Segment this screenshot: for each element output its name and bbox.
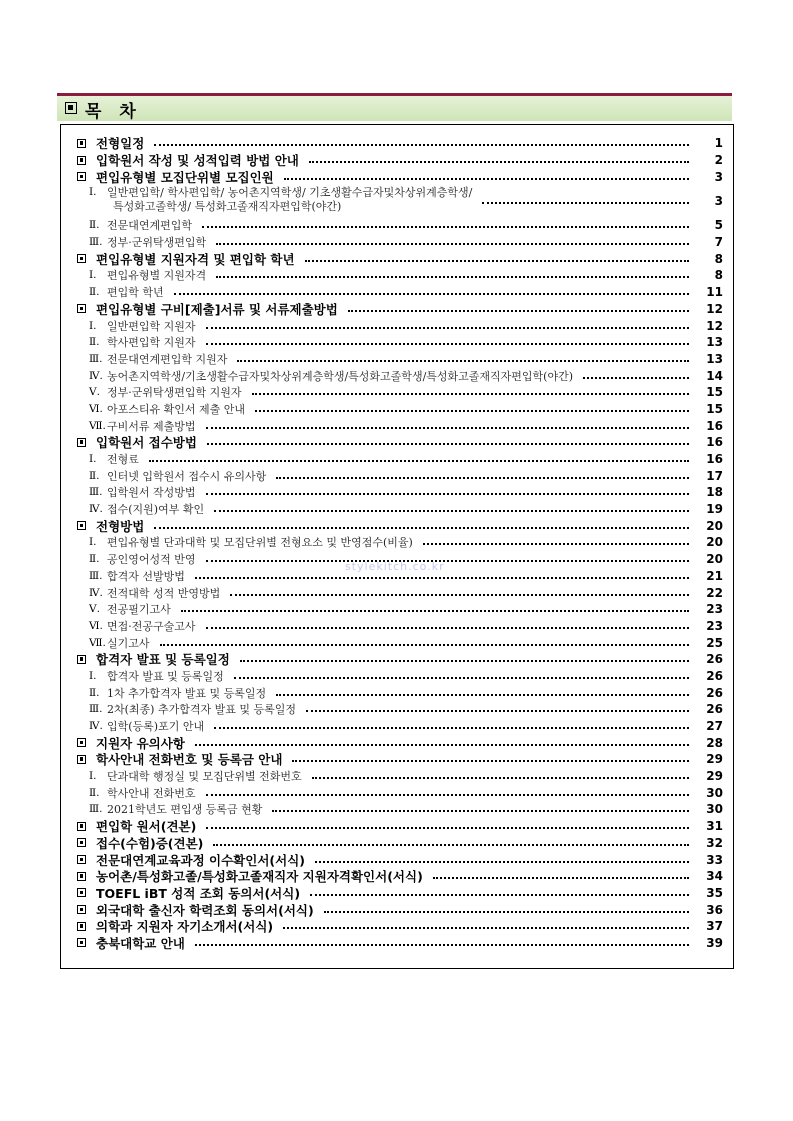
toc-entry-label: 편입학 원서(견본) [96,819,197,835]
toc-page-number: 30 [706,802,723,817]
toc-page-number: 14 [706,368,723,383]
toc-page-number: 13 [706,335,723,350]
dot-leader [306,710,689,712]
toc-entry-label: 외국대학 출신자 학력조회 동의서(서식) [96,902,314,918]
toc-entry-label: 편입유형별 모집단위별 모집인원 [96,169,274,185]
toc-page-number: 15 [706,385,723,400]
toc-entry-number: Ⅴ. [89,386,100,399]
toc-entry-label: 합격자 선발방법 [107,569,185,583]
toc-entry-label: 전공필기고사 [107,603,171,617]
dot-leader [206,827,689,829]
toc-entry-label-line1: 일반편입학/ 학사편입학/ 농어촌지역학생/ 기초생활수급자및차상위계층학생/ [107,186,473,200]
toc-page-number: 2 [714,153,723,168]
dot-leader [312,777,689,779]
dot-leader [240,660,689,662]
toc-page-number: 20 [706,535,723,550]
toc-main-entry[interactable] [61,935,733,952]
toc-entry-label: 농어촌/특성화고졸/특성화고졸재직자 지원자격확인서(서식) [96,869,423,885]
toc-page-number: 37 [706,919,723,934]
toc-sub-entry[interactable] [61,684,733,701]
dot-leader [195,744,689,746]
toc-main-entry[interactable] [61,651,733,668]
dot-leader [206,427,689,429]
dot-leader [292,760,689,762]
dot-leader [583,377,689,379]
dot-leader [202,226,689,228]
toc-entry-number: Ⅱ. [89,553,100,566]
toc-box [60,124,734,969]
toc-entry-label: 전문대연계편입학 [107,219,193,233]
dot-leader [255,410,689,412]
toc-entry-label: 합격자 발표 및 등록일정 [107,669,224,683]
toc-sub-entry[interactable] [61,618,733,635]
toc-page-number: 17 [706,468,723,483]
dot-leader [154,144,689,146]
dot-leader [206,343,689,345]
toc-entry-number: Ⅱ. [89,219,100,232]
dot-leader [174,293,689,295]
toc-page-number: 35 [706,885,723,900]
dot-leader [482,202,689,204]
toc-main-entry[interactable] [61,901,733,918]
square-bullet-icon [77,156,86,165]
toc-entry-label: 구비서류 제출방법 [107,419,196,433]
square-bullet-icon [77,738,86,747]
dot-leader [315,861,689,863]
toc-sub-entry[interactable] [61,718,733,735]
toc-entry-label: 편입유형별 지원자격 및 편입학 학년 [96,251,295,267]
dot-leader [284,178,689,180]
toc-sub-entry[interactable] [61,401,733,418]
toc-sub-entry[interactable] [61,185,733,217]
toc-entry-label: TOEFL iBT 성적 조회 동의서(서식) [96,885,301,901]
square-bullet-icon [77,822,86,831]
toc-sub-entry[interactable] [61,501,733,518]
square-bullet-icon [77,838,86,847]
toc-sub-entry[interactable] [61,601,733,618]
toc-page-number: 31 [706,819,723,834]
toc-sub-entry[interactable] [61,534,733,551]
toc-sub-entry[interactable] [61,801,733,818]
toc-entry-number: Ⅲ. [89,569,103,582]
toc-entry-number: Ⅱ. [89,786,100,799]
toc-entry-label: 전형일정 [96,136,145,152]
toc-entry-number: Ⅱ. [89,686,100,699]
toc-sub-entry[interactable] [61,417,733,434]
toc-entry-number: Ⅳ. [89,503,103,516]
toc-entry-label: 정부·군위탁생편입학 지원자 [107,386,242,400]
toc-entry-label: 입학원서 작성 및 성적입력 방법 안내 [96,153,299,169]
dot-leader [154,527,689,529]
toc-sub-entry[interactable] [61,701,733,718]
toc-entry-label: 접수(수험)증(견본) [96,835,204,851]
toc-page-number: 3 [714,169,723,184]
toc-main-entry[interactable] [61,851,733,868]
dot-leader [216,276,689,278]
toc-entry-label: 지원자 유의사항 [96,735,185,751]
square-bullet-icon [77,172,86,181]
toc-entry-label: 학사안내 전화번호 및 등록금 안내 [96,752,283,768]
dot-leader [213,844,689,846]
dot-leader [272,810,689,812]
dot-leader [324,911,689,913]
toc-page-number: 5 [714,218,723,233]
toc-sub-entry[interactable] [61,351,733,368]
square-bullet-icon [77,438,86,447]
toc-entry-number: Ⅵ. [89,402,103,415]
dot-leader [276,694,689,696]
square-bullet-icon [77,655,86,664]
toc-entry-label: 농어촌지역학생/기초생활수급자및차상위계층학생/특성화고졸학생/특성화고졸재직자편입학(야간) [107,369,573,383]
dot-leader [283,927,689,929]
toc-sub-entry[interactable] [61,784,733,801]
dot-leader [214,727,689,729]
toc-sub-entry[interactable] [61,234,733,251]
toc-page-number: 21 [706,568,723,583]
toc-sub-entry[interactable] [61,467,733,484]
toc-main-entry[interactable] [61,835,733,852]
toc-main-entry[interactable] [61,918,733,935]
toc-page-number: 8 [714,251,723,266]
toc-page-number: 22 [706,585,723,600]
toc-sub-entry[interactable] [61,284,733,301]
toc-entry-label: 전형료 [107,453,139,467]
dot-leader [234,677,689,679]
toc-page-number: 18 [706,485,723,500]
toc-entry-label: 편입유형별 구비[제출]서류 및 서류제출방법 [96,301,338,317]
toc-sub-entry[interactable] [61,484,733,501]
toc-page-number: 12 [706,301,723,316]
dot-leader [310,894,689,896]
toc-main-entry[interactable] [61,868,733,885]
toc-entry-label: 아포스티유 확인서 제출 안내 [107,402,246,416]
toc-sub-entry[interactable] [61,334,733,351]
square-bullet-icon [77,855,86,864]
toc-main-entry[interactable] [61,818,733,835]
toc-list [61,135,733,951]
dot-leader [206,560,689,562]
toc-entry-label: 인터넷 입학원서 접수시 유의사항 [107,469,267,483]
toc-entry-number: Ⅰ. [89,186,97,199]
toc-main-entry[interactable] [61,301,733,318]
toc-sub-entry[interactable] [61,367,733,384]
toc-entry-label: 2차(최종) 추가합격자 발표 및 등록일정 [107,703,296,717]
toc-entry-number: Ⅳ. [89,720,103,733]
dot-leader [207,443,689,445]
dot-leader [237,360,689,362]
toc-entry-label: 충북대학교 안내 [96,935,185,951]
toc-page-number: 25 [706,635,723,650]
dot-leader [206,627,689,629]
toc-page-number: 29 [706,752,723,767]
toc-sub-entry[interactable] [61,584,733,601]
toc-main-entry[interactable] [61,250,733,267]
dot-leader [181,610,689,612]
toc-sub-entry[interactable] [61,768,733,785]
toc-page-number: 7 [714,235,723,250]
toc-entry-number: Ⅲ. [89,486,103,499]
square-bullet-icon [77,872,86,881]
dot-leader [206,327,689,329]
dot-leader [149,460,689,462]
toc-entry-label: 1차 추가합격자 발표 및 등록일정 [107,686,267,700]
dot-leader [423,543,689,545]
page-title: 목 차 [85,102,142,122]
square-bullet-icon [77,938,86,947]
toc-main-entry[interactable] [61,751,733,768]
toc-entry-number: Ⅰ. [89,453,97,466]
dot-leader [195,944,689,946]
toc-page-number: 30 [706,785,723,800]
toc-entry-label: 공인영어성적 반영 [107,553,196,567]
toc-page-number: 11 [706,285,723,300]
square-bullet-icon [65,102,77,114]
dot-leader [230,594,689,596]
toc-entry-label: 전문대연계교육과정 이수확인서(서식) [96,852,305,868]
toc-sub-entry[interactable] [61,668,733,685]
toc-entry-label-line2: 특성화고졸학생/ 특성화고졸재직자편입학(야간) [113,200,342,214]
toc-entry-number: Ⅴ. [89,603,100,616]
toc-main-entry[interactable] [61,885,733,902]
toc-page-number: 16 [706,435,723,450]
toc-entry-label: 실기고사 [107,636,150,650]
toc-entry-label: 전형방법 [96,518,145,534]
square-bullet-icon [77,755,86,764]
toc-entry-label: 학사편입학 지원자 [107,336,196,350]
square-bullet-icon [77,139,86,148]
toc-page-number: 34 [706,869,723,884]
toc-entry-number: Ⅵ. [89,619,103,632]
toc-entry-label: 입학(등록)포기 안내 [107,720,205,734]
square-bullet-icon [77,254,86,263]
dot-leader [195,577,689,579]
toc-page-number: 23 [706,602,723,617]
toc-entry-label: 면접·전공구술고사 [107,619,196,633]
dot-leader [206,493,689,495]
dot-leader [348,310,689,312]
toc-page-number: 19 [706,502,723,517]
toc-entry-number: Ⅰ. [89,319,97,332]
toc-page-number: 20 [706,552,723,567]
toc-entry-number: Ⅲ. [89,803,103,816]
toc-entry-number: Ⅳ. [89,369,103,382]
toc-page-number: 16 [706,418,723,433]
toc-entry-number: Ⅰ. [89,536,97,549]
toc-page-number: 29 [706,769,723,784]
toc-page-number: 16 [706,452,723,467]
toc-page-number: 33 [706,852,723,867]
toc-main-entry[interactable] [61,135,733,152]
toc-page-number: 28 [706,735,723,750]
toc-entry-number: Ⅱ. [89,286,100,299]
toc-entry-label [107,186,472,214]
toc-entry-label: 학사안내 전화번호 [107,786,196,800]
toc-entry-number: Ⅰ. [89,770,97,783]
dot-leader [214,510,689,512]
toc-page-number: 23 [706,618,723,633]
toc-page-number: 1 [714,136,723,151]
toc-entry-label: 2021학년도 편입생 등록금 현황 [107,803,263,817]
dot-leader [305,260,689,262]
toc-header [57,93,732,121]
square-bullet-icon [77,304,86,313]
toc-entry-label: 입학원서 접수방법 [96,435,197,451]
toc-sub-entry[interactable] [61,634,733,651]
toc-page-number: 26 [706,652,723,667]
square-bullet-icon [77,888,86,897]
toc-page-number: 26 [706,685,723,700]
toc-entry-label: 편입학 학년 [107,286,164,300]
toc-entry-number: Ⅲ. [89,236,103,249]
toc-entry-number: Ⅱ. [89,469,100,482]
toc-entry-number: Ⅰ. [89,269,97,282]
toc-entry-label: 단과대학 행정실 및 모집단위별 전화번호 [107,770,302,784]
toc-page-number: 36 [706,902,723,917]
dot-leader [160,644,689,646]
square-bullet-icon [77,521,86,530]
toc-page-number: 8 [714,268,723,283]
toc-main-entry[interactable] [61,168,733,185]
toc-sub-entry[interactable] [61,317,733,334]
toc-entry-number: Ⅳ. [89,586,103,599]
toc-page-number: 39 [706,935,723,950]
toc-entry-label: 편입유형별 단과대학 및 모집단위별 전형요소 및 반영점수(비율) [107,536,413,550]
toc-entry-label: 편입유형별 지원자격 [107,269,207,283]
dot-leader [276,477,689,479]
toc-entry-label: 정부·군위탁생편입학 [107,236,207,250]
toc-page-number: 13 [706,351,723,366]
watermark: stylekitch.co.kr [345,560,445,573]
dot-leader [309,161,689,163]
toc-entry-number: Ⅲ. [89,352,103,365]
toc-main-entry[interactable] [61,152,733,169]
toc-entry-number: Ⅶ. [89,419,106,432]
toc-entry-number: Ⅶ. [89,636,106,649]
toc-page-number: 15 [706,401,723,416]
toc-entry-number: Ⅱ. [89,336,100,349]
toc-main-entry[interactable] [61,517,733,534]
dot-leader [433,877,689,879]
dot-leader [206,794,689,796]
toc-entry-number: Ⅰ. [89,669,97,682]
toc-main-entry[interactable] [61,734,733,751]
dot-leader [252,393,689,395]
toc-entry-label: 전적대학 성적 반영방법 [107,586,221,600]
toc-sub-entry[interactable] [61,217,733,234]
toc-page-number: 32 [706,835,723,850]
toc-sub-entry[interactable] [61,451,733,468]
toc-sub-entry[interactable] [61,267,733,284]
toc-entry-label: 전문대연계편입학 지원자 [107,352,228,366]
dot-leader [216,243,689,245]
toc-main-entry[interactable] [61,434,733,451]
toc-sub-entry[interactable] [61,384,733,401]
toc-page-number: 27 [706,719,723,734]
square-bullet-icon [77,905,86,914]
toc-entry-label: 일반편입학 지원자 [107,319,196,333]
toc-entry-number: Ⅲ. [89,703,103,716]
toc-entry-label: 합격자 발표 및 등록일정 [96,652,230,668]
toc-page-number: 26 [706,702,723,717]
toc-page-number: 20 [706,518,723,533]
toc-entry-label: 의학과 지원자 자기소개서(서식) [96,919,274,935]
toc-page-number: 26 [706,668,723,683]
square-bullet-icon [77,922,86,931]
toc-entry-label: 접수(지원)여부 확인 [107,503,205,517]
toc-page-number: 3 [714,194,723,209]
toc-page-number: 12 [706,318,723,333]
toc-entry-label: 입학원서 작성방법 [107,486,196,500]
